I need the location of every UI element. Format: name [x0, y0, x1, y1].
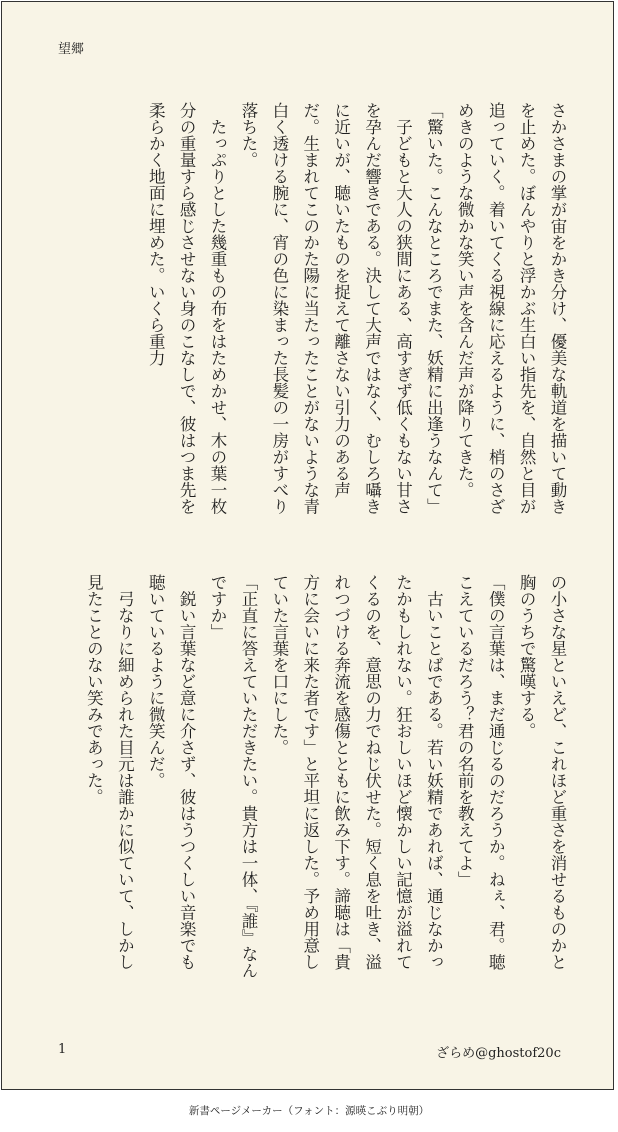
paragraph: 子どもと大人の狭間にある、高すぎず低くもない甘さを孕んだ響きである。決して大声ではなく、むしろ囁きに近いが、聴いたものを捉えて離さない引力のある声だ。生まれてこのかた陽に当たったことがないような青白く透ける腕に、宵の色に染まった長髪の一房がすべり落ちた。: [238, 102, 413, 515]
paragraph: の小さな星といえど、これほど重さを消せるものかと胸のうちで驚嘆する。: [517, 574, 567, 970]
generator-caption: 新書ページメーカー（フォント：源暎こぶり明朝）: [188, 1105, 430, 1117]
paragraph: たっぷりとした幾重もの布をはためかせ、木の葉一枚分の重量すら感じさせない身のこなしで、彼はつま先を柔らかく地面に埋めた。いくら重力: [146, 102, 228, 515]
paragraph: 「驚いた。こんなところでまた、妖精に出逢うなんて」: [424, 102, 444, 515]
paragraph: 「正直に答えていただきたい。貴方は一体、『誰』なんですか」: [208, 574, 258, 979]
page-number: 1: [58, 1042, 67, 1057]
author-handle: ざらめ@ghostof20c: [436, 1046, 561, 1061]
text-block-lower: [52, 574, 572, 984]
paragraph: 鋭い言葉など意に介さず、彼はうつくしい音楽でも聴いているように微笑んだ。: [146, 574, 197, 970]
paragraph: 弓なりに細められた目元は誰かに似ていて、しかし見たことのない笑みであった。: [84, 574, 135, 970]
paragraph: 「僕の言葉は、まだ通じるのだろうか。ねぇ、君。聴こえているだろう？君の名前を教えてよ」: [455, 574, 506, 970]
text-block-upper: [52, 102, 572, 522]
chapter-title: 望郷: [58, 42, 85, 57]
paragraph: さかさまの掌が宙をかき分け、優美な軌道を描いて動きを止めた。ぼんやりと浮かぶ生白い指先を、自然と目が追っていく。着いてくる視線に応えるように、梢のさざめきのような微かな笑い声を含んだ声が降りてきた。: [455, 102, 567, 515]
paragraph: 古いことばである。若い妖精であれば、通じなかったかもしれない。狂おしいほど懐かしい記憶が溢れてくるのを、意思の力でねじ伏せた。短く息を吐き、溢れつづける奔流を感傷とともに飲み下す。諦聴は「貴方に会いに来た者です」と平坦に返した。予め用意していた言葉を口にした。: [269, 574, 444, 970]
book-page: [1, 1, 614, 1090]
